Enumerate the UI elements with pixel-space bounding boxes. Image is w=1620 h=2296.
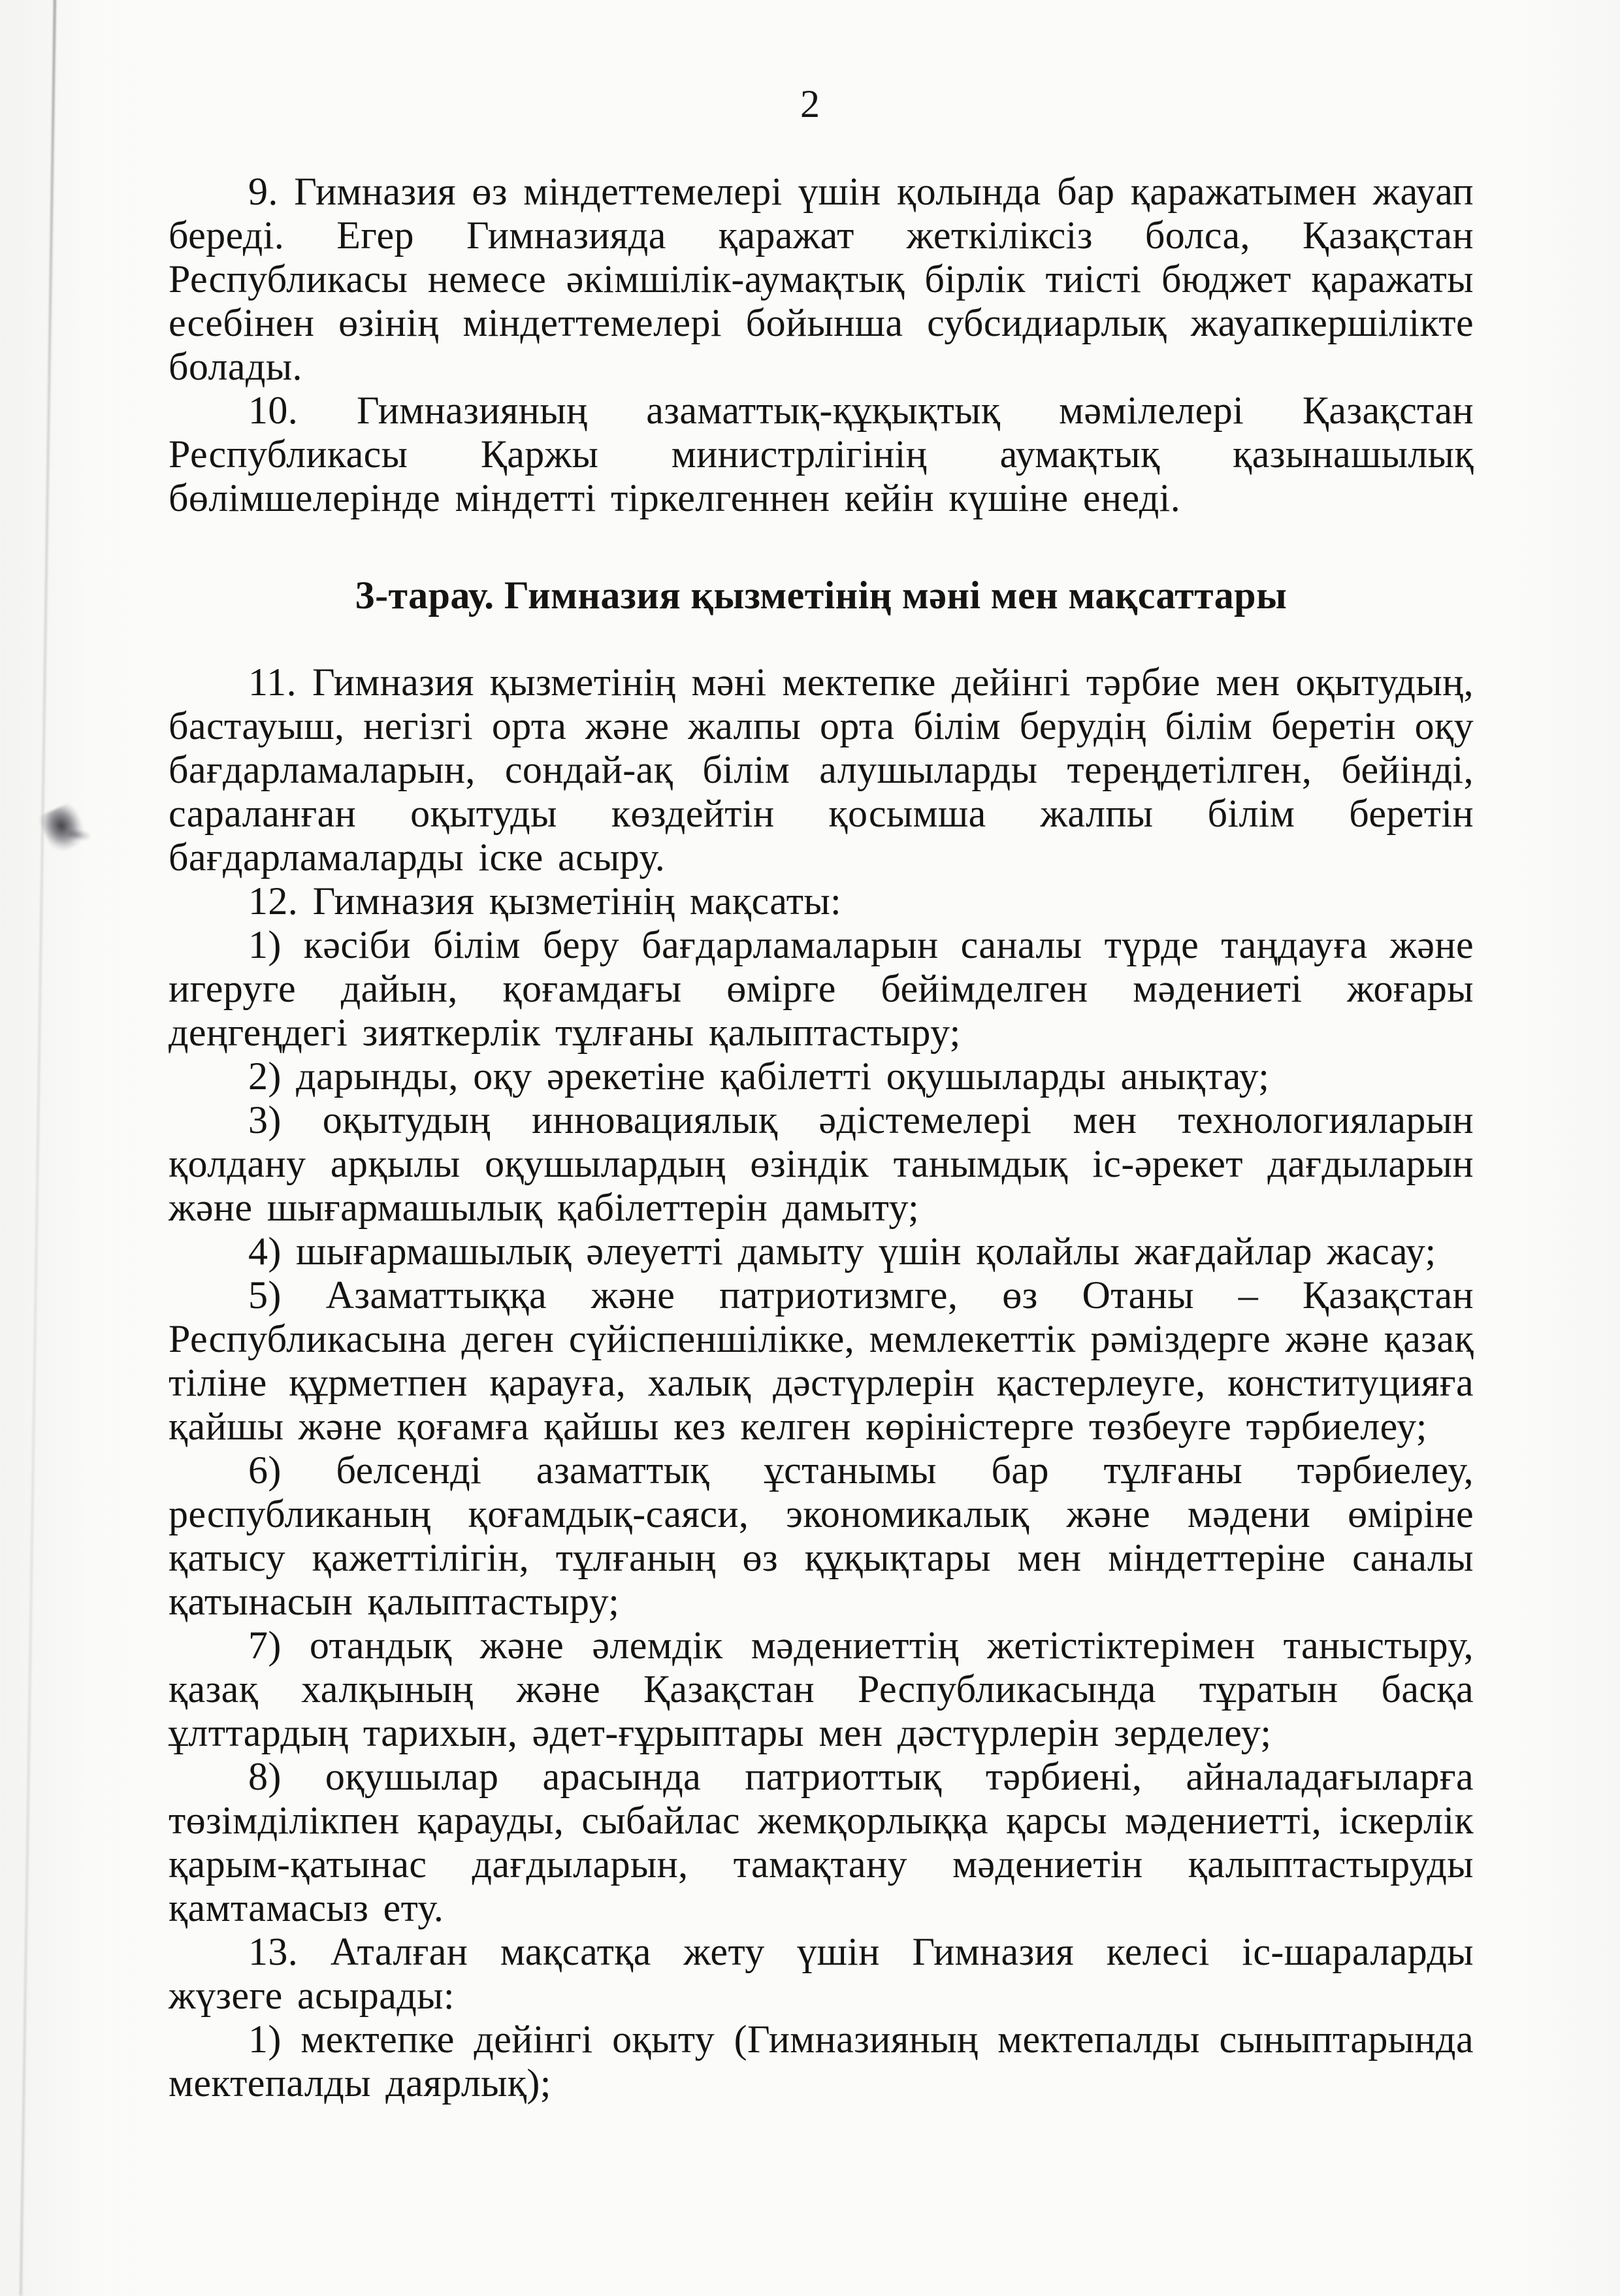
fold-crease-line <box>20 0 56 2296</box>
list-item-12-2: 2) дарынды, оқу әрекетіне қабілетті оқушыларды анықтау; <box>248 1055 1270 1098</box>
list-item-12-1: 1) кәсіби білім беру бағдарламаларын саналы түрде таңдауға және игеруге дайын, қоғамдағы өмірге бейімделген мәдениеті жоғары деңгеңдегі зияткерлік тұлғаны қалыптастыру; <box>169 923 1474 1054</box>
page-number: 2 <box>800 82 820 125</box>
document-body <box>169 170 1474 2105</box>
list-item-13-1: 1) мектепке дейінгі оқыту (Гимназияның мектепалды сыныптарында мектепалды даярлық); <box>169 2018 1474 2105</box>
paragraph-12: 12. Гимназия қызметінің мақсаты: <box>248 879 842 923</box>
list-item-12-5: 5) Азаматтыққа және патриотизмге, өз Отаны – Қазақстан Республикасына деген сүйіспеншілікке, мемлекеттік рәміздерге және қазақ тіліне құрметпен қарауға, халық дәстүрлерін қастерлеуге, конституцияға қайшы және қоғамға қайшы кез келген көріністерге төзбеуге тәрбиелеу; <box>169 1273 1474 1448</box>
paragraph-11: 11. Гимназия қызметінің мәні мектепке дейінгі тәрбие мен оқытудың, бастауыш, негізгі орта және жалпы орта білім берудің білім беретін оқу бағдарламаларын, сондай-ақ білім алушыларды тереңдетілген, бейінді, сараланған оқытуды көздейтін қосымша жалпы білім беретін бағдарламаларды іске асыру. <box>169 661 1474 879</box>
list-item-12-7: 7) отандық және әлемдік мәдениеттің жетістіктерімен таныстыру, қазақ халқының және Қазақстан Республикасында тұратын басқа ұлттардың тарихын, әдет-ғұрыптары мен дәстүрлерін зерделеу; <box>169 1624 1474 1754</box>
list-item-12-3: 3) оқытудың инновациялық әдістемелері мен технологияларын қолдану арқылы оқушылардың өзіндік танымдық іс-әрекет дағдыларын және шығармашылық қабілеттерін дамыту; <box>169 1098 1474 1229</box>
paragraph-13: 13. Аталған мақсатқа жету үшін Гимназия келесі іс-шараларды жүзеге асырады: <box>169 1930 1474 2017</box>
ink-smudge <box>37 802 89 855</box>
paragraph-10: 10. Гимназияның азаматтық-құқықтық мәмілелері Қазақстан Республикасы Қаржы министрлігінің аумақтық қазынашылық бөлімшелерінде міндетті тіркелгеннен кейін күшіне енеді. <box>169 389 1474 519</box>
paragraph-9: 9. Гимназия өз міндеттемелері үшін қолында бар қаражатымен жауап береді. Егер Гимназияда қаражат жеткіліксіз болса, Қазақстан Республикасы немесе әкімшілік-аумақтық бірлік тиісті бюджет қаражаты есебінен өзінің міндеттемелері бойынша субсидиарлық жауапкершілікте болады. <box>169 170 1474 388</box>
chapter-3-heading: 3-тарау. Гимназия қызметінің мәні мен мақсаттары <box>355 574 1288 617</box>
list-item-12-8: 8) оқушылар арасында патриоттық тәрбиені, айналадағыларға төзімділікпен қарауды, сыбайлас жемқорлыққа қарсы мәдениетті, іскерлік қарым-қатынас дағдыларын, тамақтану мәдениетін қалыптастыруды қамтамасыз ету. <box>169 1755 1474 1929</box>
list-item-12-6: 6) белсенді азаматтық ұстанымы бар тұлғаны тәрбиелеу, республиканың қоғамдық-саяси, экономикалық және мәдени өміріне қатысу қажеттілігін, тұлғаның өз құқықтары мен міндеттеріне саналы қатынасын қалыптастыру; <box>169 1449 1474 1623</box>
list-item-12-4: 4) шығармашылық әлеуетті дамыту үшін қолайлы жағдайлар жасау; <box>248 1230 1436 1273</box>
